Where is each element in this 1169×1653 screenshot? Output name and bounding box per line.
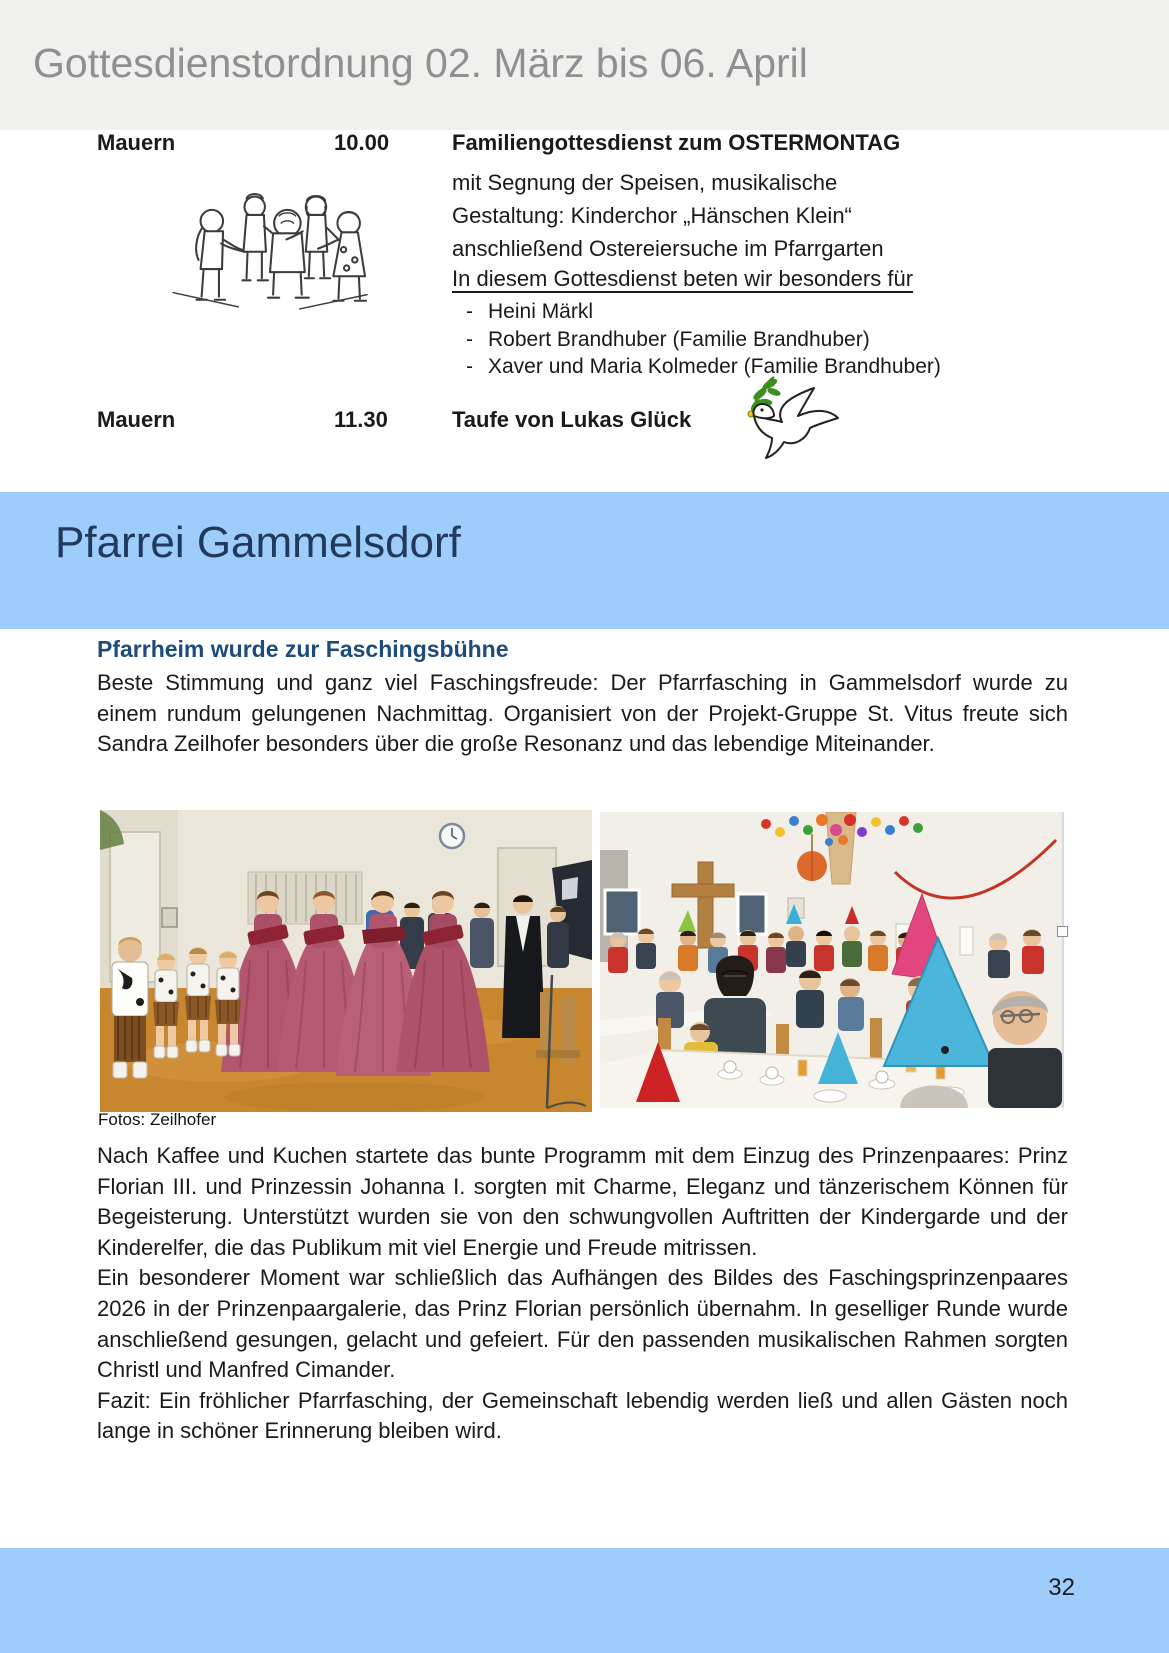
photo-hall-audience <box>600 812 1064 1108</box>
schedule-time: 11.30 <box>334 407 388 432</box>
page-title: Gottesdienstordnung 02. März bis 06. April <box>33 40 808 86</box>
article-heading: Pfarrheim wurde zur Faschingsbühne <box>97 636 509 662</box>
page-number: 32 <box>1048 1574 1075 1601</box>
prayer-item: - Robert Brandhuber (Familie Brandhuber) <box>460 326 941 354</box>
schedule-location: Mauern <box>97 130 176 155</box>
photo-choir-stage <box>100 810 592 1112</box>
schedule-details <box>452 166 884 265</box>
section-title: Pfarrei Gammelsdorf <box>55 518 461 567</box>
paragraph: Nach Kaffee und Kuchen startete das bunte Programm mit dem Einzug des Prinzenpaares: Prinz Florian III. und Prinzessin Johanna I. sorgten mit Charme, Eleganz und tänzerischem Können für Begeisterung. Unterstützt wurden sie von den schwungvollen Auftritten der Kindergarde und der Kinderelfer, die das Publikum mit viel Energie und Freude mitrissen. <box>97 1143 1068 1260</box>
section-banner <box>0 492 1169 629</box>
detail-line: Gestaltung: Kinderchor „Hänschen Klein“ <box>452 203 852 228</box>
schedule-title: Taufe von Lukas Glück <box>452 407 692 432</box>
article-body <box>97 1141 1068 1447</box>
top-banner <box>0 0 1169 130</box>
paragraph: Fazit: Ein fröhlicher Pfarrfasching, der Gemeinschaft lebendig werden ließ und allen Gästen noch lange in schöner Erinnerung bleiben wird. <box>97 1387 1068 1444</box>
paragraph: Ein besonderer Moment war schließlich das Aufhängen des Bildes des Faschingsprinzenpaares 2026 in der Prinzenpaargalerie, das Prinz Florian persönlich übernahm. In geselliger Runde wurde anschließend gesungen, gelacht und gefeiert. Für den passenden musikalischen Rahmen sorgten Christl und Manfred Cimander. <box>97 1265 1068 1383</box>
prayer-intro: In diesem Gottesdienst beten wir besonders für <box>452 266 914 291</box>
prayer-item: - Xaver und Maria Kolmeder (Familie Brandhuber) <box>460 353 941 381</box>
paragraph: Beste Stimmung und ganz viel Faschingsfreude: Der Pfarrfasching in Gammelsdorf wurde zu einem rundum gelungenen Nachmittag. Organisiert von der Projekt-Gruppe St. Vitus freute sich Sandra Zeilhofer besonders über die große Resonanz und das lebendige Miteinander. <box>97 670 1068 757</box>
schedule-time: 10.00 <box>334 130 390 155</box>
prayer-item: - Heini Märkl <box>460 298 941 326</box>
prayer-list <box>460 298 941 381</box>
selection-resize-handle[interactable] <box>1057 926 1068 937</box>
schedule-location: Mauern <box>97 407 176 432</box>
children-holding-hands-icon <box>165 170 373 313</box>
article-lead-paragraph <box>97 668 1068 760</box>
schedule-title: Familiengottesdienst zum OSTERMONTAG <box>452 130 901 155</box>
footer-banner <box>0 1548 1169 1653</box>
detail-line: mit Segnung der Speisen, musikalische <box>452 170 838 195</box>
detail-line: anschließend Ostereiersuche im Pfarrgarten <box>452 236 884 261</box>
dove-olive-branch-icon <box>722 372 840 462</box>
photo-caption: Fotos: Zeilhofer <box>98 1110 217 1129</box>
